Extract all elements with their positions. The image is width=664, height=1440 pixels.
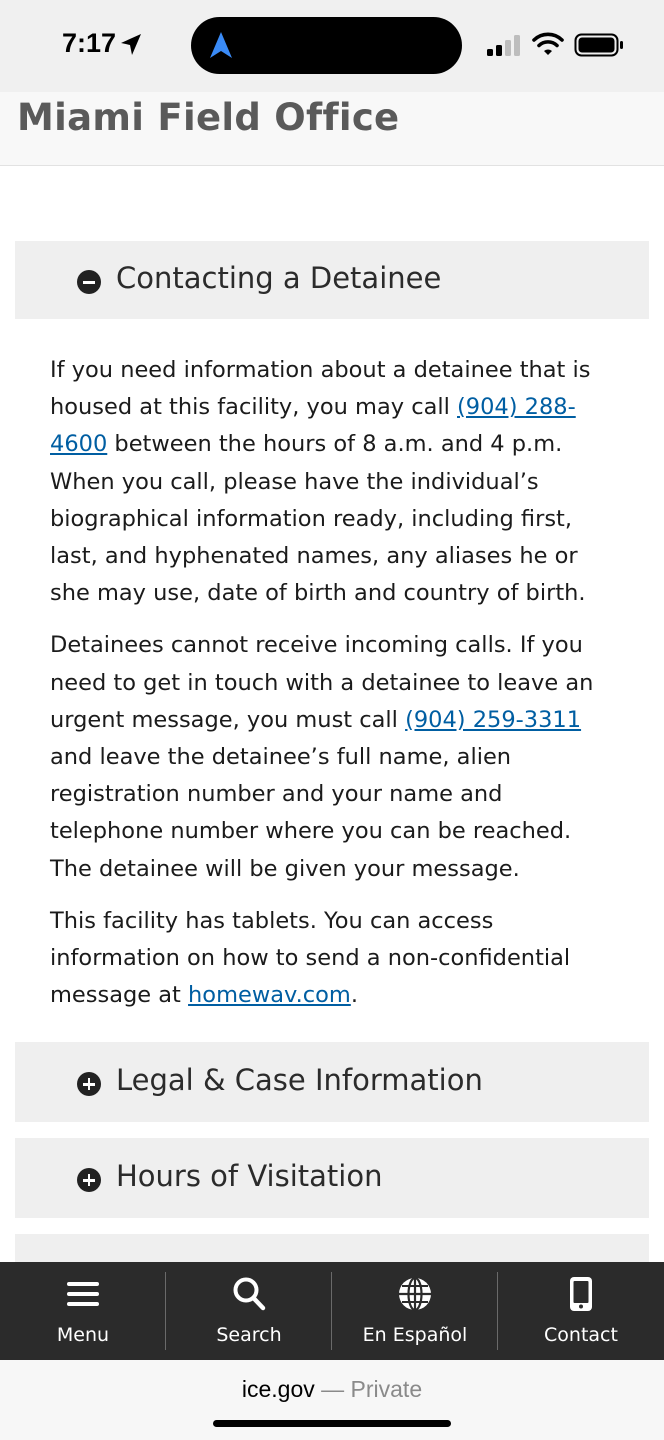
bottom-navigation	[0, 1262, 664, 1360]
url-domain: ice.gov	[241, 1376, 315, 1402]
navigation-icon	[209, 31, 233, 59]
paragraph-text: Detainees cannot receive incoming calls. If you need to get in touch with a detainee to leave an urgent message, you must call	[50, 632, 594, 733]
home-indicator[interactable]	[213, 1420, 451, 1427]
paragraph	[50, 903, 620, 1015]
accordion-hours-of-visitation[interactable]	[15, 1138, 649, 1218]
accordion-contacting-a-detainee[interactable]	[15, 241, 649, 319]
paragraph-text: This facility has tablets. You can access information on how to send a non-confidential message at	[50, 907, 571, 1009]
accordion-content	[50, 352, 620, 1014]
accordion-legal-case-information[interactable]	[15, 1042, 649, 1122]
accordion-header[interactable]	[15, 241, 649, 319]
menu-icon	[65, 1276, 101, 1312]
browser-address-bar[interactable]	[0, 1360, 664, 1440]
plus-circle-icon	[77, 1168, 101, 1192]
plus-circle-icon	[77, 1072, 101, 1096]
accordion-title: Contacting a Detainee	[116, 261, 442, 295]
nav-label: Contact	[544, 1324, 618, 1346]
paragraph	[50, 352, 620, 612]
url-separator: —	[314, 1376, 351, 1402]
status-time: 7:17	[62, 28, 117, 58]
url-display[interactable]	[0, 1376, 664, 1403]
paragraph-text: and leave the detainee’s full name, alien registration number and your name and telephone number where you can be reached. The detainee will be given your message.	[50, 744, 572, 882]
nav-espanol-button[interactable]	[332, 1262, 498, 1360]
nav-contact-button[interactable]	[498, 1262, 664, 1360]
accordion-next-section[interactable]	[15, 1234, 649, 1262]
homewav-link[interactable]: homewav.com	[188, 982, 351, 1009]
nav-label: Search	[216, 1324, 282, 1346]
paragraph	[50, 627, 620, 887]
nav-label: En Español	[362, 1324, 468, 1346]
dynamic-island	[191, 17, 462, 74]
status-bar	[0, 0, 664, 92]
nav-search-button[interactable]	[166, 1262, 332, 1360]
phone-link[interactable]: (904) 288-4600	[50, 394, 576, 458]
phone-icon	[563, 1276, 599, 1312]
globe-icon	[397, 1276, 433, 1312]
accordion-header[interactable]	[15, 1138, 649, 1218]
phone-link[interactable]: (904) 259-3311	[405, 706, 582, 733]
accordion-title: Legal & Case Information	[116, 1063, 483, 1097]
browsing-mode: Private	[350, 1376, 423, 1402]
location-arrow-icon	[118, 32, 144, 58]
accordion-header[interactable]	[15, 1042, 649, 1122]
battery-icon	[574, 33, 624, 57]
paragraph-text: If you need information about a detainee that is housed at this facility, you may call	[50, 357, 591, 421]
page-header	[0, 92, 664, 166]
paragraph-text: between the hours of 8 a.m. and 4 p.m. When you call, please have the individual’s biographical information ready, including first, last, and hyphenated names, any aliases he or she may use, date of birth and country of birth.	[50, 431, 586, 607]
paragraph-text: .	[350, 982, 358, 1009]
wifi-icon	[532, 32, 564, 56]
nav-label: Menu	[56, 1324, 110, 1346]
page-title: Miami Field Office	[17, 96, 400, 139]
cellular-signal-icon	[486, 34, 522, 56]
accordion-title: Hours of Visitation	[116, 1159, 383, 1193]
minus-circle-icon	[77, 270, 101, 294]
nav-menu-button[interactable]	[0, 1262, 166, 1360]
search-icon	[231, 1276, 267, 1312]
